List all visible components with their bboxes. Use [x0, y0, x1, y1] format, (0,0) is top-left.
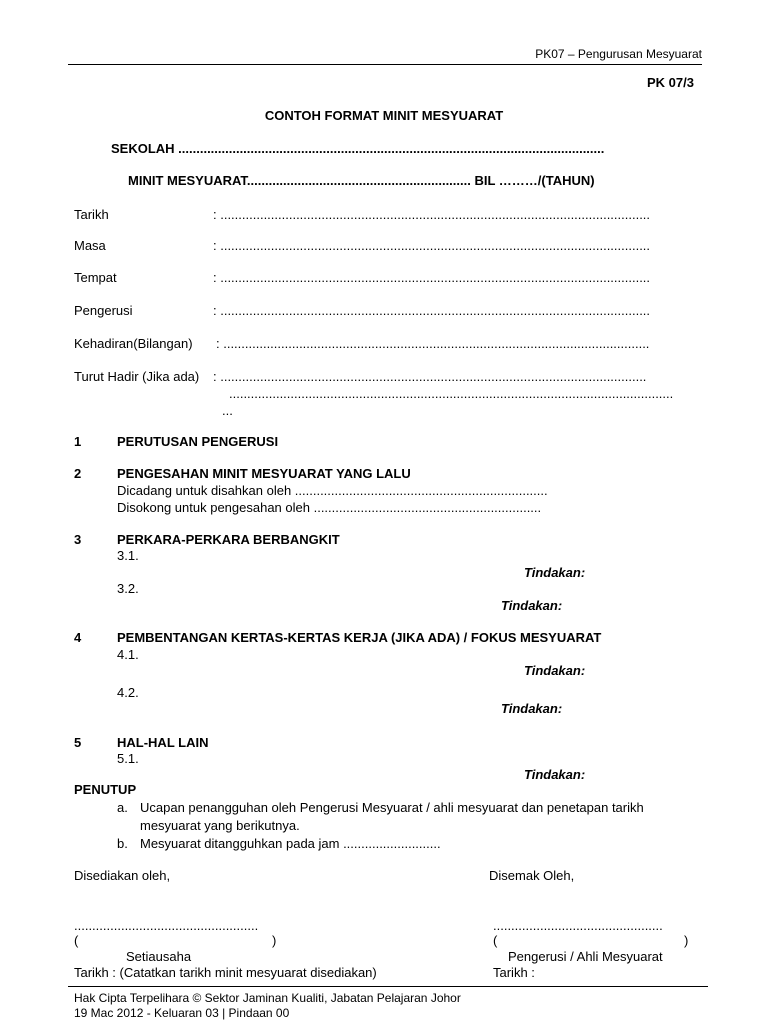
penutup-title: PENUTUP [74, 782, 137, 797]
copyright-text: Hak Cipta Terpelihara © Sektor Jaminan Kualiti, Jabatan Pelajaran Johor [74, 991, 461, 1005]
field-label: Masa [74, 238, 106, 253]
section-title: PERUTUSAN PENGERUSI [117, 434, 279, 449]
prepared-by-heading: Disediakan oleh, [74, 868, 171, 883]
section-title: PENGESAHAN MINIT MESYUARAT YANG LALU [117, 466, 411, 481]
release-info: 19 Mac 2012 - Keluaran 03 | Pindaan 00 [74, 1006, 290, 1020]
item-number: 3.1. [117, 548, 139, 563]
disokong-line: Disokong untuk pengesahan oleh ............................................................... [117, 500, 542, 515]
item-number: 4.1. [117, 647, 139, 662]
field-value: : ....................................................................................................................... [213, 303, 651, 318]
section-title: PEMBENTANGAN KERTAS-KERTAS KERJA (JIKA ADA) / FOKUS MESYUARAT [117, 630, 602, 645]
section-number: 2 [74, 466, 82, 481]
section-number: 1 [74, 434, 82, 449]
open-paren: ( [493, 933, 498, 948]
penutup-a-text-cont: mesyuarat yang berikutnya. [140, 818, 300, 833]
field-value: : ....................................................................................................................... [213, 207, 651, 222]
field-label: Tarikh [74, 207, 109, 222]
tindakan-label: Tindakan: [501, 701, 563, 716]
field-label: Tempat [74, 270, 117, 285]
item-number: 3.2. [117, 581, 139, 596]
page-title: CONTOH FORMAT MINIT MESYUARAT [264, 108, 504, 123]
field-value: : ....................................................................................................................... [213, 270, 651, 285]
item-number: 4.2. [117, 685, 139, 700]
reviewed-by-heading: Disemak Oleh, [489, 868, 575, 883]
field-label: Kehadiran(Bilangan) [74, 336, 193, 351]
field-value: : ...................................................................................................................... [216, 336, 650, 351]
tindakan-label: Tindakan: [524, 663, 586, 678]
close-paren: ) [272, 933, 277, 948]
list-marker: b. [117, 836, 128, 851]
field-value-continued: ... [222, 403, 233, 418]
signature-dots: ................................................... [74, 918, 259, 933]
chairman-role: Pengerusi / Ahli Mesyuarat [508, 949, 663, 964]
field-value: : ....................................................................................................................... [213, 238, 651, 253]
close-paren: ) [684, 933, 689, 948]
penutup-b-text: Mesyuarat ditangguhkan pada jam ........................... [140, 836, 441, 851]
page-code: PK 07/3 [647, 75, 694, 90]
dicadang-line: Dicadang untuk disahkan oleh ...................................................................... [117, 483, 548, 498]
tindakan-label: Tindakan: [524, 565, 586, 580]
footer-rule [68, 986, 708, 987]
section-number: 3 [74, 532, 82, 547]
doc-code: PK07 – Pengurusan Mesyuarat [535, 47, 702, 61]
reviewed-date: Tarikh : [493, 965, 535, 980]
field-label: Pengerusi [74, 303, 133, 318]
penutup-a-text: Ucapan penangguhan oleh Pengerusi Mesyuarat / ahli mesyuarat dan penetapan tarikh [140, 800, 644, 815]
field-label: Turut Hadir (Jika ada) [74, 369, 200, 384]
section-number: 5 [74, 735, 82, 750]
sekolah-line: SEKOLAH ...................................................................................................................... [111, 141, 605, 156]
secretary-role: Setiausaha [126, 949, 192, 964]
field-value-continued: ........................................................................................................................... [229, 386, 674, 401]
list-marker: a. [117, 800, 128, 815]
signature-dots: ............................................... [493, 918, 663, 933]
section-number: 4 [74, 630, 82, 645]
section-title: HAL-HAL LAIN [117, 735, 209, 750]
open-paren: ( [74, 933, 79, 948]
field-value: : ...................................................................................................................... [213, 369, 647, 384]
tindakan-label: Tindakan: [501, 598, 563, 613]
header-rule [68, 64, 702, 65]
prepared-date: Tarikh : (Catatkan tarikh minit mesyuarat disediakan) [74, 965, 377, 980]
section-title: PERKARA-PERKARA BERBANGKIT [117, 532, 340, 547]
tindakan-label: Tindakan: [524, 767, 586, 782]
item-number: 5.1. [117, 751, 139, 766]
minit-line: MINIT MESYUARAT.............................................................. BIL ………/(TAHUN) [128, 173, 595, 188]
